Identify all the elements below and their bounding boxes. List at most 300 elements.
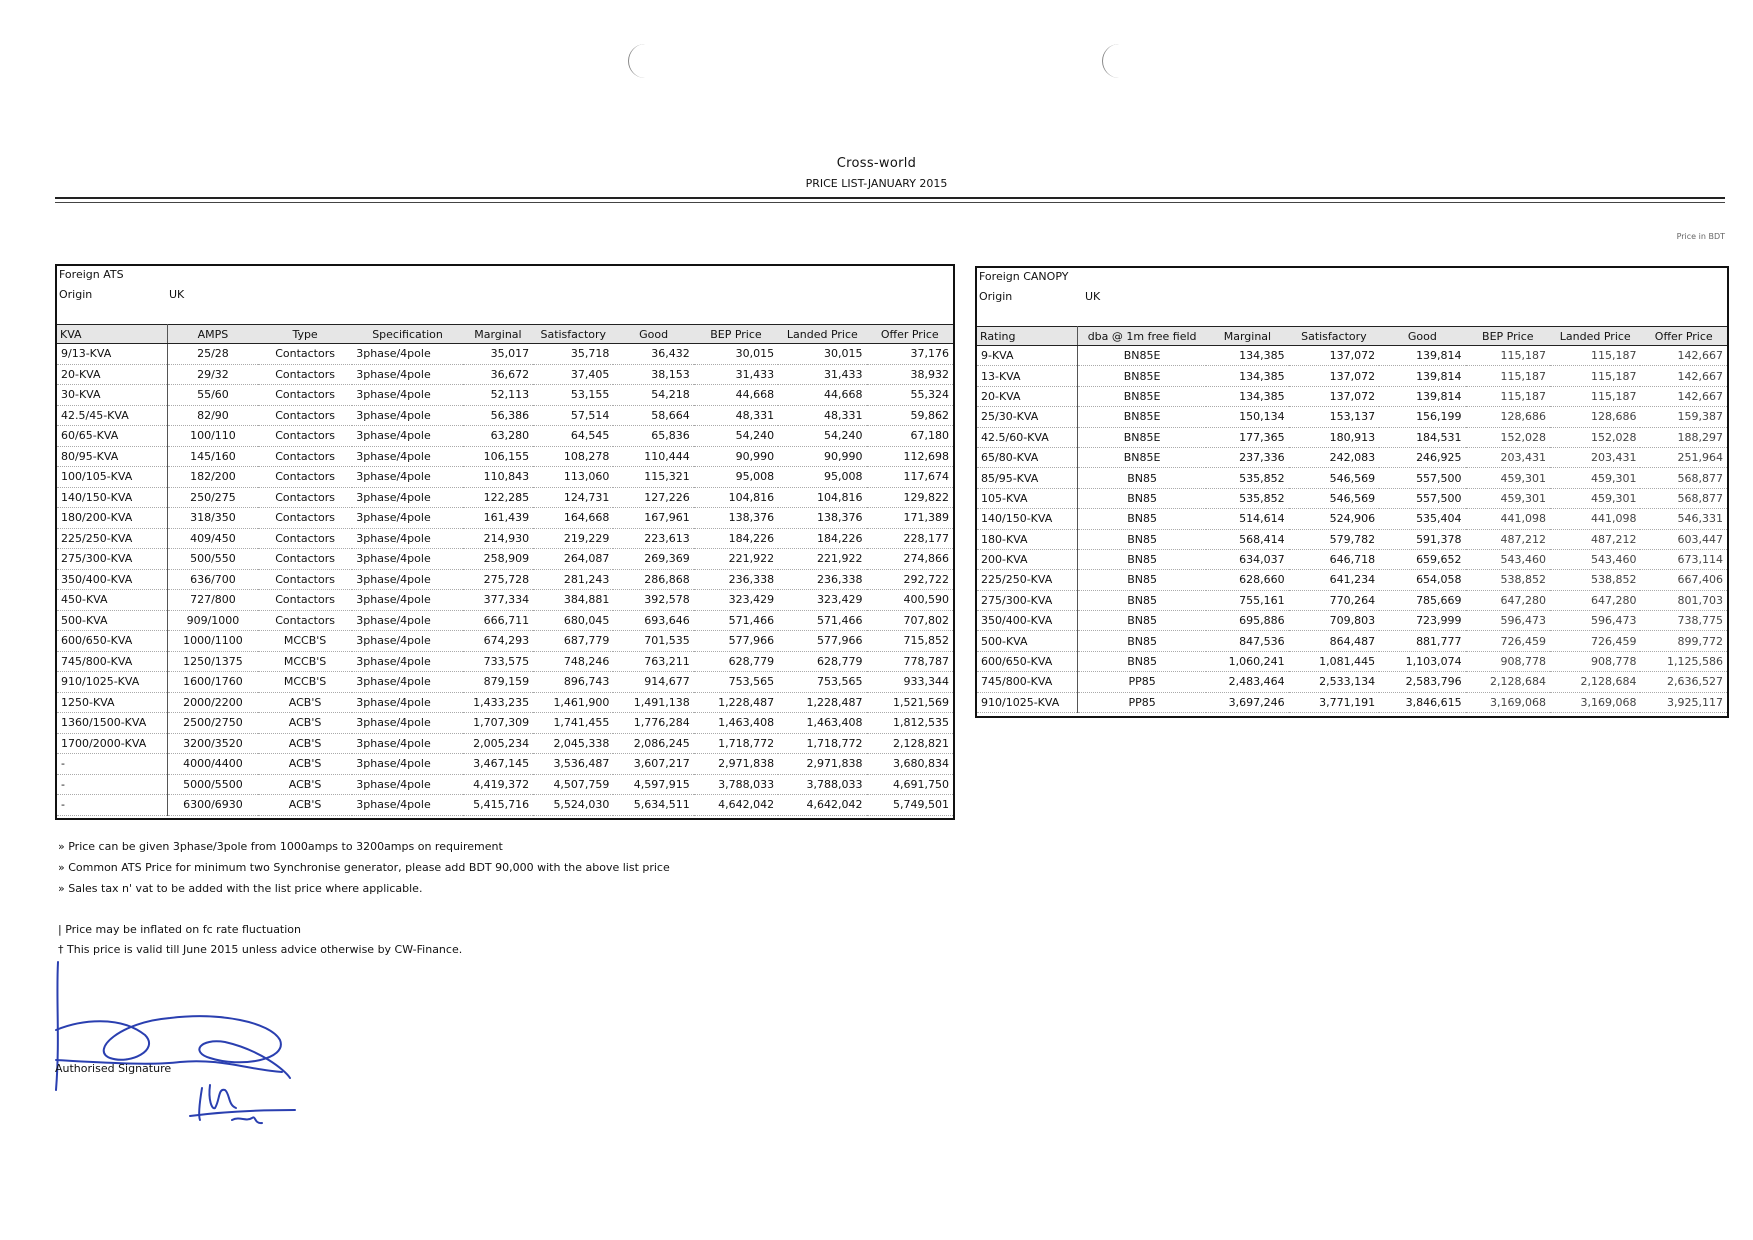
signature-label: Authorised Signature [55, 1062, 172, 1075]
table-cell: 2,533,134 [1289, 672, 1379, 692]
table-cell: BN85E [1078, 366, 1207, 386]
table-cell: 392,578 [613, 590, 693, 611]
table-cell: - [57, 795, 167, 816]
table-cell: 3phase/4pole [352, 364, 462, 385]
table-cell: 236,338 [694, 569, 778, 590]
table-cell: 275/300-KVA [977, 590, 1078, 610]
table-cell: BN85 [1078, 631, 1207, 651]
table-cell: 1360/1500-KVA [57, 713, 167, 734]
table-cell: Contactors [258, 528, 352, 549]
table-cell: 80/95-KVA [57, 446, 167, 467]
table-cell: 67,180 [867, 426, 953, 447]
table-cell: 124,731 [533, 487, 613, 508]
table-row [977, 570, 1727, 590]
table-cell: BN85 [1078, 611, 1207, 631]
table-cell: 596,473 [1466, 611, 1550, 631]
table-cell: 579,782 [1289, 529, 1379, 549]
notes-list [58, 836, 670, 899]
table-row [57, 426, 953, 447]
scan-mark-right [1102, 44, 1127, 78]
table-cell: PP85 [1078, 692, 1207, 712]
table-cell: Contactors [258, 364, 352, 385]
ats-column-header: Landed Price [778, 325, 866, 344]
header-rule-thin [55, 202, 1725, 203]
ats-price-table [55, 264, 955, 820]
table-cell: 571,466 [778, 610, 866, 631]
table-cell: 538,852 [1550, 570, 1640, 590]
table-row [57, 754, 953, 775]
table-cell: 864,487 [1289, 631, 1379, 651]
table-cell: 459,301 [1550, 468, 1640, 488]
table-cell: 25/28 [167, 344, 257, 365]
table-cell: 142,667 [1640, 346, 1727, 366]
table-cell: ACB'S [258, 774, 352, 795]
table-cell: 63,280 [463, 426, 533, 447]
table-cell: 95,008 [778, 467, 866, 488]
note-item: » Common ATS Price for minimum two Synchronise generator, please add BDT 90,000 with the above list price [58, 861, 670, 874]
table-cell: 5,415,716 [463, 795, 533, 816]
table-cell: 30,015 [778, 344, 866, 365]
table-cell: 647,280 [1550, 590, 1640, 610]
table-row [977, 366, 1727, 386]
table-cell: 770,264 [1289, 590, 1379, 610]
table-row [57, 446, 953, 467]
table-cell: 5000/5500 [167, 774, 257, 795]
table-cell: 459,301 [1550, 488, 1640, 508]
canopy-column-header: Satisfactory [1289, 327, 1379, 346]
table-cell: Contactors [258, 405, 352, 426]
table-cell: 200-KVA [977, 549, 1078, 569]
table-cell: 914,677 [613, 672, 693, 693]
table-cell: 3,169,068 [1550, 692, 1640, 712]
table-cell: 180/200-KVA [57, 508, 167, 529]
table-row [57, 508, 953, 529]
table-row [57, 405, 953, 426]
table-cell: 695,886 [1206, 611, 1288, 631]
table-cell: 55/60 [167, 385, 257, 406]
table-cell: - [57, 754, 167, 775]
table-cell: 128,686 [1466, 407, 1550, 427]
table-cell: Contactors [258, 549, 352, 570]
table-cell: 1,718,772 [694, 733, 778, 754]
table-cell: 753,565 [694, 672, 778, 693]
table-cell: 20-KVA [977, 386, 1078, 406]
table-row [57, 713, 953, 734]
table-cell: 58,664 [613, 405, 693, 426]
table-cell: 274,866 [867, 549, 953, 570]
table-cell: 56,386 [463, 405, 533, 426]
table-cell: 159,387 [1640, 407, 1727, 427]
table-cell: 1,081,445 [1289, 651, 1379, 671]
table-cell: 908,778 [1466, 651, 1550, 671]
header-rule [55, 197, 1725, 199]
table-cell: 400,590 [867, 590, 953, 611]
table-cell: 48,331 [778, 405, 866, 426]
table-cell: 4000/4400 [167, 754, 257, 775]
table-cell: 30-KVA [57, 385, 167, 406]
table-row [977, 468, 1727, 488]
table-cell: 115,187 [1550, 346, 1640, 366]
table-cell: 2,005,234 [463, 733, 533, 754]
table-cell: 85/95-KVA [977, 468, 1078, 488]
table-cell: 3phase/4pole [352, 508, 462, 529]
table-cell: 117,674 [867, 467, 953, 488]
table-cell: 910/1025-KVA [977, 692, 1078, 712]
table-cell: 1600/1760 [167, 672, 257, 693]
table-cell: 1,461,900 [533, 692, 613, 713]
table-cell: 659,652 [1379, 549, 1465, 569]
table-cell: 2,636,527 [1640, 672, 1727, 692]
table-cell: 52,113 [463, 385, 533, 406]
table-cell: 543,460 [1550, 549, 1640, 569]
table-cell: 9/13-KVA [57, 344, 167, 365]
table-cell: 785,669 [1379, 590, 1465, 610]
table-cell: Contactors [258, 487, 352, 508]
table-row [977, 427, 1727, 447]
table-cell: 524,906 [1289, 509, 1379, 529]
table-cell: BN85 [1078, 488, 1207, 508]
canopy-column-header: Good [1379, 327, 1465, 346]
table-cell: MCCB'S [258, 631, 352, 652]
canopy-column-header: Offer Price [1640, 327, 1727, 346]
table-cell: 122,285 [463, 487, 533, 508]
table-cell: 44,668 [694, 385, 778, 406]
table-cell: 203,431 [1550, 447, 1640, 467]
table-cell: 745/800-KVA [57, 651, 167, 672]
canopy-origin-value: UK [1085, 290, 1101, 303]
table-cell: 60/65-KVA [57, 426, 167, 447]
table-cell: Contactors [258, 446, 352, 467]
table-cell: 138,376 [778, 508, 866, 529]
table-cell: 933,344 [867, 672, 953, 693]
table-cell: Contactors [258, 569, 352, 590]
table-cell: 225/250-KVA [57, 528, 167, 549]
company-title: Cross-world [836, 156, 917, 171]
table-cell: 899,772 [1640, 631, 1727, 651]
table-cell: 184,531 [1379, 427, 1465, 447]
table-cell: 153,137 [1289, 407, 1379, 427]
table-cell: 25/30-KVA [977, 407, 1078, 427]
table-cell: 733,575 [463, 651, 533, 672]
table-cell: 112,698 [867, 446, 953, 467]
table-cell: 3,788,033 [694, 774, 778, 795]
table-cell: 753,565 [778, 672, 866, 693]
table-cell: 634,037 [1206, 549, 1288, 569]
table-cell: 3phase/4pole [352, 467, 462, 488]
table-cell: 105-KVA [977, 488, 1078, 508]
table-cell: 571,466 [694, 610, 778, 631]
table-cell: 377,334 [463, 590, 533, 611]
table-cell: 42.5/60-KVA [977, 427, 1078, 447]
table-cell: 139,814 [1379, 366, 1465, 386]
table-cell: 701,535 [613, 631, 693, 652]
table-cell: BN85E [1078, 407, 1207, 427]
table-cell: 152,028 [1550, 427, 1640, 447]
table-cell: 323,429 [778, 590, 866, 611]
table-cell: 557,500 [1379, 468, 1465, 488]
table-cell: 535,852 [1206, 488, 1288, 508]
table-cell: 258,909 [463, 549, 533, 570]
canopy-meta [977, 268, 1727, 326]
table-cell: 2,128,684 [1550, 672, 1640, 692]
table-cell: 3phase/4pole [352, 385, 462, 406]
table-cell: 264,087 [533, 549, 613, 570]
table-cell: 3phase/4pole [352, 713, 462, 734]
table-cell: 441,098 [1466, 509, 1550, 529]
table-cell: 137,072 [1289, 366, 1379, 386]
table-cell: 763,211 [613, 651, 693, 672]
table-cell: 142,667 [1640, 366, 1727, 386]
table-cell: 53,155 [533, 385, 613, 406]
table-cell: 628,660 [1206, 570, 1288, 590]
table-cell: BN85 [1078, 529, 1207, 549]
table-cell: 20-KVA [57, 364, 167, 385]
table-cell: 38,153 [613, 364, 693, 385]
table-cell: 48,331 [694, 405, 778, 426]
table-cell: 2,483,464 [1206, 672, 1288, 692]
table-cell: 879,159 [463, 672, 533, 693]
table-cell: 4,419,372 [463, 774, 533, 795]
table-cell: BN85E [1078, 447, 1207, 467]
table-cell: 748,246 [533, 651, 613, 672]
table-row [57, 385, 953, 406]
table-cell: 603,447 [1640, 529, 1727, 549]
table-cell: 1,812,535 [867, 713, 953, 734]
table-cell: 673,114 [1640, 549, 1727, 569]
table-cell: 596,473 [1550, 611, 1640, 631]
table-cell: 1250/1375 [167, 651, 257, 672]
table-cell: 95,008 [694, 467, 778, 488]
table-cell: 82/90 [167, 405, 257, 426]
table-cell: 896,743 [533, 672, 613, 693]
table-row [57, 610, 953, 631]
table-cell: 557,500 [1379, 488, 1465, 508]
table-cell: 738,775 [1640, 611, 1727, 631]
table-row [57, 344, 953, 365]
table-cell: 2,045,338 [533, 733, 613, 754]
table-cell: 106,155 [463, 446, 533, 467]
canopy-column-header: Landed Price [1550, 327, 1640, 346]
table-cell: Contactors [258, 344, 352, 365]
table-cell: 3,680,834 [867, 754, 953, 775]
table-row [977, 447, 1727, 467]
table-cell: 667,406 [1640, 570, 1727, 590]
table-cell: 441,098 [1550, 509, 1640, 529]
table-row [57, 651, 953, 672]
table-row [977, 590, 1727, 610]
table-cell: 90,990 [778, 446, 866, 467]
table-cell: 500-KVA [977, 631, 1078, 651]
table-cell: 1000/1100 [167, 631, 257, 652]
table-cell: 38,932 [867, 364, 953, 385]
table-cell: 600/650-KVA [977, 651, 1078, 671]
ats-column-header: Specification [352, 325, 462, 344]
canopy-table [977, 326, 1727, 713]
table-row [57, 364, 953, 385]
table-cell: 641,234 [1289, 570, 1379, 590]
table-cell: 250/275 [167, 487, 257, 508]
table-cell: 3phase/4pole [352, 795, 462, 816]
ats-column-header: Marginal [463, 325, 533, 344]
table-cell: 2,128,684 [1466, 672, 1550, 692]
note-item: | Price may be inflated on fc rate fluctuation [58, 923, 301, 936]
table-cell: ACB'S [258, 795, 352, 816]
table-cell: 543,460 [1466, 549, 1550, 569]
table-cell: 152,028 [1466, 427, 1550, 447]
table-cell: 3phase/4pole [352, 549, 462, 570]
table-cell: 44,668 [778, 385, 866, 406]
table-cell: 350/400-KVA [977, 611, 1078, 631]
table-row [977, 631, 1727, 651]
table-cell: 9-KVA [977, 346, 1078, 366]
table-cell: 237,336 [1206, 447, 1288, 467]
table-cell: BN85 [1078, 590, 1207, 610]
table-cell: 31,433 [694, 364, 778, 385]
table-cell: 3phase/4pole [352, 672, 462, 693]
table-row [57, 774, 953, 795]
table-cell: 2,086,245 [613, 733, 693, 754]
table-row [977, 386, 1727, 406]
scan-mark-left [628, 44, 653, 78]
table-cell: 1,491,138 [613, 692, 693, 713]
table-row [57, 528, 953, 549]
table-cell: 100/105-KVA [57, 467, 167, 488]
table-cell: 3phase/4pole [352, 487, 462, 508]
table-cell: 1,125,586 [1640, 651, 1727, 671]
table-cell: 228,177 [867, 528, 953, 549]
table-cell: 847,536 [1206, 631, 1288, 651]
table-cell: 142,667 [1640, 386, 1727, 406]
table-cell: 65/80-KVA [977, 447, 1078, 467]
table-row [57, 672, 953, 693]
table-cell: 221,922 [778, 549, 866, 570]
table-cell: 127,226 [613, 487, 693, 508]
table-cell: 1,776,284 [613, 713, 693, 734]
table-cell: 778,787 [867, 651, 953, 672]
table-cell: 3phase/4pole [352, 446, 462, 467]
table-cell: 674,293 [463, 631, 533, 652]
table-cell: 139,814 [1379, 346, 1465, 366]
table-cell: 242,083 [1289, 447, 1379, 467]
table-cell: 182/200 [167, 467, 257, 488]
table-cell: 693,646 [613, 610, 693, 631]
table-cell: 275,728 [463, 569, 533, 590]
table-cell: 104,816 [694, 487, 778, 508]
table-cell: 3phase/4pole [352, 610, 462, 631]
table-cell: BN85E [1078, 427, 1207, 447]
table-cell: 755,161 [1206, 590, 1288, 610]
table-cell: 225/250-KVA [977, 570, 1078, 590]
table-cell: Contactors [258, 467, 352, 488]
table-cell: 1,060,241 [1206, 651, 1288, 671]
table-cell: 715,852 [867, 631, 953, 652]
table-cell: 910/1025-KVA [57, 672, 167, 693]
table-cell: MCCB'S [258, 672, 352, 693]
table-cell: 65,836 [613, 426, 693, 447]
table-cell: 37,405 [533, 364, 613, 385]
table-row [977, 672, 1727, 692]
table-cell: 3,771,191 [1289, 692, 1379, 712]
table-cell: BN85 [1078, 468, 1207, 488]
table-cell: 4,597,915 [613, 774, 693, 795]
table-cell: 145/160 [167, 446, 257, 467]
ats-origin-value: UK [169, 288, 185, 301]
signature-strokes [56, 962, 295, 1123]
table-cell: 577,966 [694, 631, 778, 652]
table-cell: 115,187 [1466, 366, 1550, 386]
table-cell: 647,280 [1466, 590, 1550, 610]
table-cell: 3,169,068 [1466, 692, 1550, 712]
table-cell: 726,459 [1466, 631, 1550, 651]
table-cell: ACB'S [258, 754, 352, 775]
table-cell: Contactors [258, 385, 352, 406]
price-list-subtitle: PRICE LIST-JANUARY 2015 [805, 177, 948, 190]
ats-column-header: Satisfactory [533, 325, 613, 344]
table-cell: 35,017 [463, 344, 533, 365]
table-cell: 30,015 [694, 344, 778, 365]
table-row [977, 651, 1727, 671]
table-cell: 150,134 [1206, 407, 1288, 427]
table-cell: 3phase/4pole [352, 733, 462, 754]
table-cell: 221,922 [694, 549, 778, 570]
table-cell: Contactors [258, 590, 352, 611]
ats-table [57, 324, 953, 816]
table-cell: 323,429 [694, 590, 778, 611]
table-cell: 3,536,487 [533, 754, 613, 775]
table-cell: 2,971,838 [694, 754, 778, 775]
table-cell: 57,514 [533, 405, 613, 426]
table-row [57, 467, 953, 488]
table-cell: 707,802 [867, 610, 953, 631]
table-cell: 29/32 [167, 364, 257, 385]
table-cell: 3,697,246 [1206, 692, 1288, 712]
table-cell: 568,877 [1640, 468, 1727, 488]
table-cell: 3phase/4pole [352, 528, 462, 549]
table-cell: 4,642,042 [694, 795, 778, 816]
table-cell: 113,060 [533, 467, 613, 488]
ats-column-header: KVA [57, 325, 167, 344]
table-cell: 909/1000 [167, 610, 257, 631]
table-cell: ACB'S [258, 733, 352, 754]
ats-heading: Foreign ATS [59, 268, 124, 281]
table-row [977, 509, 1727, 529]
canopy-heading: Foreign CANOPY [979, 270, 1069, 283]
table-cell: 100/110 [167, 426, 257, 447]
table-cell: 1,718,772 [778, 733, 866, 754]
table-cell: 459,301 [1466, 468, 1550, 488]
table-cell: 54,240 [778, 426, 866, 447]
signature-scribble [50, 960, 340, 1125]
table-cell: BN85E [1078, 386, 1207, 406]
table-cell: 128,686 [1550, 407, 1640, 427]
table-row [977, 549, 1727, 569]
table-row [57, 733, 953, 754]
table-cell: 4,642,042 [778, 795, 866, 816]
table-cell: Contactors [258, 426, 352, 447]
table-cell: 110,843 [463, 467, 533, 488]
table-cell: 3200/3520 [167, 733, 257, 754]
table-cell: 726,459 [1550, 631, 1640, 651]
table-cell: 3phase/4pole [352, 426, 462, 447]
table-cell: 134,385 [1206, 366, 1288, 386]
table-cell: 36,432 [613, 344, 693, 365]
table-cell: - [57, 774, 167, 795]
table-cell: 59,862 [867, 405, 953, 426]
table-row [57, 590, 953, 611]
table-cell: 1700/2000-KVA [57, 733, 167, 754]
table-cell: 3,788,033 [778, 774, 866, 795]
table-cell: 628,779 [778, 651, 866, 672]
